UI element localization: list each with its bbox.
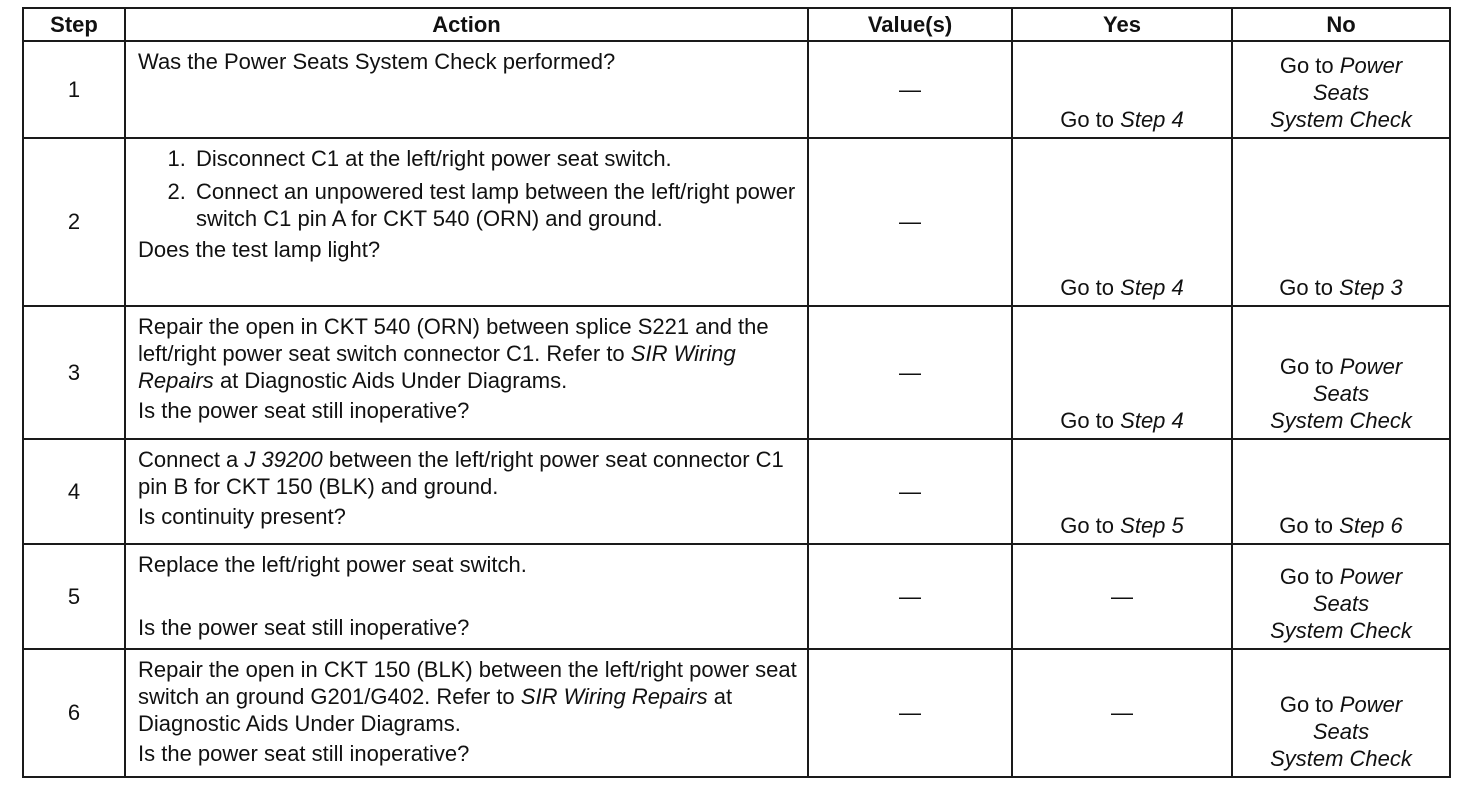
no-link-line2[interactable]: Seats bbox=[1312, 591, 1370, 616]
yes-cell bbox=[1012, 649, 1232, 777]
table-row bbox=[23, 306, 1450, 439]
action-cell bbox=[125, 306, 808, 439]
no-link[interactable]: Step 3 bbox=[1339, 275, 1403, 300]
action-question: Is the power seat still inoperative? bbox=[138, 398, 470, 423]
no-prefix: Go to bbox=[1279, 275, 1334, 300]
action-text: Replace the left/right power seat switch. bbox=[138, 552, 527, 577]
yes-cell bbox=[1012, 138, 1232, 306]
value-cell bbox=[808, 439, 1012, 544]
action-question: Is continuity present? bbox=[138, 504, 346, 529]
no-link-line1[interactable]: Power bbox=[1339, 354, 1403, 379]
value-cell bbox=[808, 649, 1012, 777]
no-link-line3[interactable]: System Check bbox=[1270, 746, 1412, 771]
action-text-before: Connect a bbox=[138, 447, 239, 472]
no-cell bbox=[1232, 439, 1450, 544]
value-cell bbox=[808, 41, 1012, 138]
action-text: Repair the open in CKT 150 (BLK) between the left/right power seat switch an ground G201/G402. Refer to bbox=[138, 657, 797, 709]
yes-cell bbox=[1012, 439, 1232, 544]
action-cell bbox=[125, 439, 808, 544]
yes-prefix: Go to bbox=[1060, 513, 1115, 538]
no-link-line1[interactable]: Power bbox=[1339, 53, 1403, 78]
yes-cell bbox=[1012, 544, 1232, 649]
no-link-line2[interactable]: Seats bbox=[1312, 381, 1370, 406]
header-action: Action bbox=[125, 8, 808, 41]
value-dash: — bbox=[899, 478, 921, 504]
no-cell bbox=[1232, 41, 1450, 138]
action-text: between the left/right power seat connector C1 pin B for CKT 150 (BLK) and ground. bbox=[138, 447, 784, 499]
no-prefix: Go to bbox=[1279, 53, 1334, 78]
no-link-line3[interactable]: System Check bbox=[1270, 107, 1412, 132]
yes-dash: — bbox=[1111, 700, 1133, 725]
no-prefix: Go to bbox=[1279, 354, 1334, 379]
table-row bbox=[23, 439, 1450, 544]
no-cell bbox=[1232, 649, 1450, 777]
step-number: 2 bbox=[23, 138, 125, 306]
action-steps-list bbox=[138, 145, 797, 232]
value-cell bbox=[808, 544, 1012, 649]
yes-link[interactable]: Step 4 bbox=[1120, 275, 1184, 300]
no-cell bbox=[1232, 306, 1450, 439]
action-text: Repair the open in CKT 540 (ORN) between splice S221 and the left/right power seat switch connector C1. Refer to bbox=[138, 314, 769, 366]
header-yes: Yes bbox=[1012, 8, 1232, 41]
no-cell bbox=[1232, 544, 1450, 649]
no-link-line2[interactable]: Seats bbox=[1312, 80, 1370, 105]
value-dash: — bbox=[899, 76, 921, 102]
step-number: 4 bbox=[23, 439, 125, 544]
tool-reference: J 39200 bbox=[244, 447, 323, 472]
table-row bbox=[23, 138, 1450, 306]
no-link-line2[interactable]: Seats bbox=[1312, 719, 1370, 744]
action-text-after: at Diagnostic Aids Under Diagrams. bbox=[219, 368, 568, 393]
reference-link[interactable]: SIR Wiring Repairs bbox=[138, 341, 736, 393]
action-step-item: 2. Connect an unpowered test lamp between the left/right power switch C1 pin A for CKT 540 (ORN) and ground. bbox=[192, 178, 797, 232]
value-cell bbox=[808, 138, 1012, 306]
action-cell bbox=[125, 138, 808, 306]
step-number: 5 bbox=[23, 544, 125, 649]
header-values: Value(s) bbox=[808, 8, 1012, 41]
value-dash: — bbox=[899, 359, 921, 385]
action-cell bbox=[125, 649, 808, 777]
action-cell bbox=[125, 544, 808, 649]
step-number: 3 bbox=[23, 306, 125, 439]
yes-cell bbox=[1012, 41, 1232, 138]
no-link-line1[interactable]: Power bbox=[1339, 564, 1403, 589]
yes-link[interactable]: Step 5 bbox=[1120, 513, 1184, 538]
action-text-after: at Diagnostic Aids Under Diagrams. bbox=[138, 684, 733, 736]
no-link-line1[interactable]: Power bbox=[1339, 692, 1403, 717]
table-row bbox=[23, 41, 1450, 138]
yes-prefix: Go to bbox=[1060, 408, 1115, 433]
no-prefix: Go to bbox=[1279, 564, 1334, 589]
no-link[interactable]: Step 6 bbox=[1339, 513, 1403, 538]
step-number: 1 bbox=[23, 41, 125, 138]
action-question: Is the power seat still inoperative? bbox=[138, 741, 470, 766]
yes-prefix: Go to bbox=[1060, 107, 1115, 132]
header-no: No bbox=[1232, 8, 1450, 41]
action-text: Was the Power Seats System Check performed? bbox=[138, 49, 616, 74]
header-step: Step bbox=[23, 8, 125, 41]
yes-cell bbox=[1012, 306, 1232, 439]
yes-link[interactable]: Step 4 bbox=[1120, 107, 1184, 132]
table-row bbox=[23, 649, 1450, 777]
diagnostic-table bbox=[22, 7, 1451, 778]
value-cell bbox=[808, 306, 1012, 439]
no-prefix: Go to bbox=[1279, 513, 1334, 538]
value-dash: — bbox=[899, 209, 921, 234]
action-question: Does the test lamp light? bbox=[138, 237, 381, 262]
yes-prefix: Go to bbox=[1060, 275, 1115, 300]
header-row bbox=[23, 8, 1450, 41]
yes-dash: — bbox=[1111, 583, 1133, 609]
table-row bbox=[23, 544, 1450, 649]
reference-link[interactable]: SIR Wiring Repairs bbox=[520, 684, 708, 709]
no-link-line3[interactable]: System Check bbox=[1270, 408, 1412, 433]
no-link-line3[interactable]: System Check bbox=[1270, 618, 1412, 643]
action-question: Is the power seat still inoperative? bbox=[138, 615, 470, 640]
action-cell bbox=[125, 41, 808, 138]
value-dash: — bbox=[899, 700, 921, 725]
value-dash: — bbox=[899, 583, 921, 609]
yes-link[interactable]: Step 4 bbox=[1120, 408, 1184, 433]
action-step-item: 1. Disconnect C1 at the left/right power seat switch. bbox=[192, 145, 797, 172]
step-number: 6 bbox=[23, 649, 125, 777]
no-cell bbox=[1232, 138, 1450, 306]
no-prefix: Go to bbox=[1279, 692, 1334, 717]
